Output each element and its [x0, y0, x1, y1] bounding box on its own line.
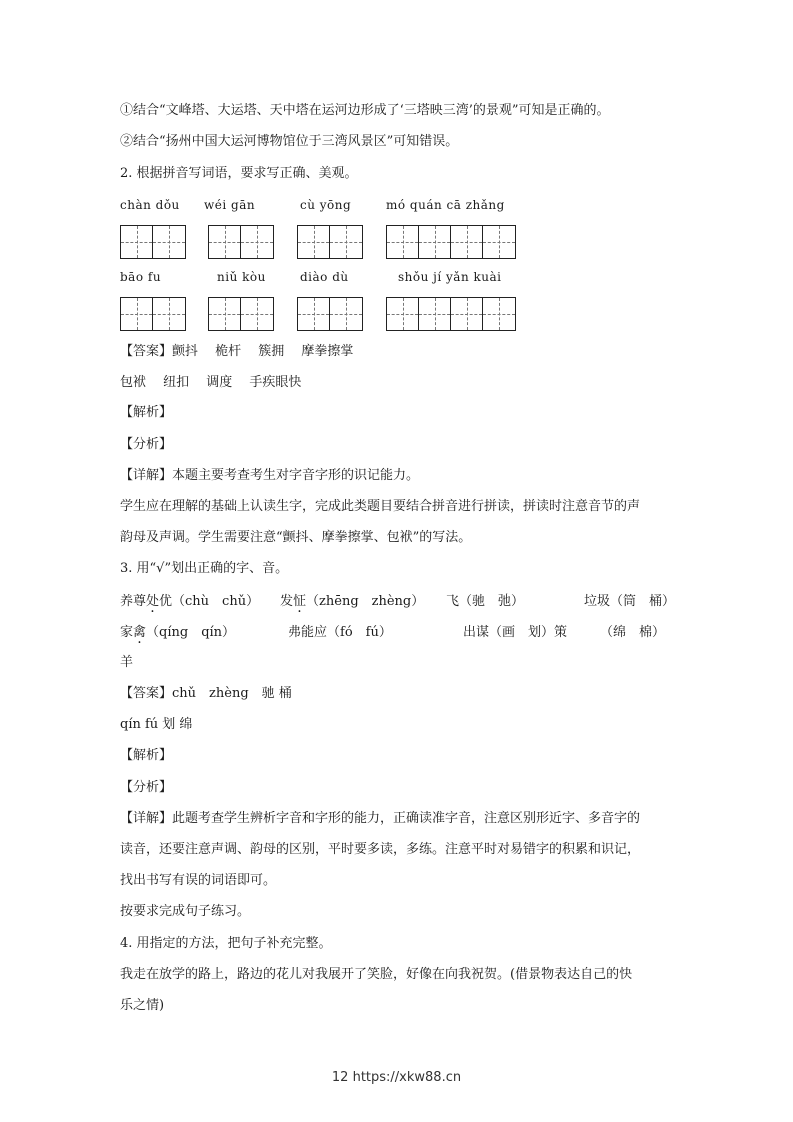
detail-line: 【详解】本题主要考查考生对字音字形的识记能力。: [120, 468, 420, 483]
text-line: 找出书写有误的词语即可。: [120, 873, 277, 888]
writing-box[interactable]: [297, 297, 363, 331]
option-item[interactable]: 垃圾（筒 桶）: [584, 594, 676, 609]
question-2-title: 2. 根据拼音写词语，要求写正确、美观。: [120, 166, 358, 181]
option-item[interactable]: 养尊处优（chù chǔ）: [120, 594, 260, 609]
text-line: 我走在放学的路上，路边的花儿对我展开了笑脸，好像在向我祝贺。(借景物表达自己的快: [120, 967, 633, 982]
pinyin: diào dù: [300, 270, 349, 284]
pinyin: cù yōng: [300, 198, 352, 212]
answer-line: qín fú 划 绵: [120, 717, 193, 732]
option-item[interactable]: 弗能应（fó fú）: [288, 625, 392, 640]
writing-box[interactable]: [208, 297, 274, 331]
answer-line: 包袱 纽扣 调度 手疾眼快: [120, 375, 302, 390]
text-line: 读音，还要注意声调、韵母的区别，平时要多读，多练。注意平时对易错字的积累和识记，: [120, 842, 641, 857]
analysis-heading: 【分析】: [120, 780, 173, 795]
option-item[interactable]: （绵 棉）: [600, 625, 666, 640]
pinyin: bāo fu: [120, 270, 162, 284]
page-footer: 12 https://xkw88.cn: [331, 1070, 462, 1085]
pinyin: shǒu jí yǎn kuài: [398, 270, 502, 284]
answer-line: 【答案】chǔ zhèng 驰 桶: [120, 686, 292, 701]
text-line: 乐之情): [120, 998, 165, 1013]
writing-box-row: [120, 225, 540, 259]
options-row: [120, 621, 680, 639]
writing-box-row: [120, 297, 540, 331]
text-line: 韵母及声调。学生需要注意“颤抖、摩拳擦掌、包袱”的写法。: [120, 530, 472, 545]
writing-box[interactable]: [297, 225, 363, 259]
options-row: [120, 590, 680, 608]
writing-box[interactable]: [120, 297, 186, 331]
text-line: 羊: [120, 655, 134, 670]
detail-line: 【详解】此题考查学生辨析字音和字形的能力，正确读准字音，注意区别形近字、多音字的: [120, 811, 641, 826]
text-line: 按要求完成句子练习。: [120, 904, 251, 919]
analysis-heading: 【解析】: [120, 405, 173, 420]
text-line: ②结合“扬州中国大运河博物馆位于三湾风景区”可知错误。: [120, 134, 459, 149]
pinyin: chàn dǒu: [120, 198, 180, 212]
writing-box[interactable]: [120, 225, 186, 259]
option-item[interactable]: 发怔（zhēng zhèng）: [280, 594, 425, 609]
writing-box[interactable]: [208, 225, 274, 259]
pinyin: wéi gān: [204, 198, 256, 212]
option-item[interactable]: 出谋（画 划）策: [463, 625, 568, 640]
writing-box[interactable]: [386, 297, 516, 331]
pinyin: mó quán cā zhǎng: [386, 198, 505, 212]
pinyin: niǔ kòu: [217, 270, 266, 284]
question-4-title: 4. 用指定的方法，把句子补充完整。: [120, 936, 332, 951]
text-line: 学生应在理解的基础上认读生字，完成此类题目要结合拼音进行拼读，拼读时注意音节的声: [120, 499, 641, 514]
text-line: ①结合“文峰塔、大运塔、天中塔在运河边形成了‘三塔映三湾’的景观”可知是正确的。: [120, 103, 610, 118]
question-3-title: 3. 用“√”划出正确的字、音。: [120, 561, 289, 576]
analysis-heading: 【分析】: [120, 437, 173, 452]
writing-box[interactable]: [386, 225, 516, 259]
pinyin-row: [120, 270, 540, 286]
pinyin-row: [120, 198, 540, 214]
answer-line: 【答案】颤抖 桅杆 簇拥 摩拳擦掌: [120, 344, 354, 359]
option-item[interactable]: 飞（驰 弛）: [446, 594, 525, 609]
option-item[interactable]: 家禽（qíng qín）: [120, 625, 236, 640]
analysis-heading: 【解析】: [120, 748, 173, 763]
